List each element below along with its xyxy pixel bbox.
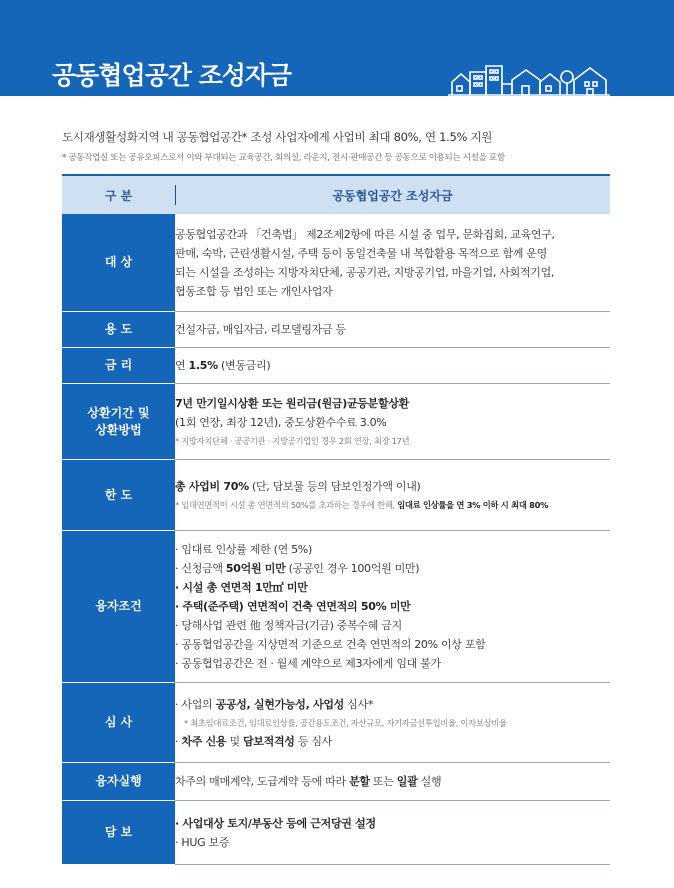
row-label-repayment bbox=[62, 384, 175, 460]
condition-7: · 공동협업공간은 전 · 월세 계약으로 제3자에게 임대 불가 bbox=[175, 657, 441, 670]
row-content-review bbox=[175, 683, 610, 763]
row-content-limit bbox=[175, 460, 610, 531]
intro-footnote: * 공동작업실 또는 공유오피스로서 이와 부대되는 교육공간, 회의실, 라운지, 전시·판매공간 등 공동으로 이용되는 시설을 포함 bbox=[62, 153, 505, 163]
row-execution bbox=[62, 763, 610, 801]
repayment-label-line-2: 상환방법 bbox=[95, 422, 142, 437]
intro-text: 도시재생활성화지역 내 공동협업공간* 조성 사업자에게 사업비 최대 80%, 연 1.5% 지원 bbox=[62, 130, 493, 144]
review-2c: 및 bbox=[226, 734, 243, 748]
row-label-target: 대 상 bbox=[62, 214, 175, 312]
interest-suffix: (변동금리) bbox=[217, 359, 271, 372]
row-limit bbox=[62, 460, 610, 531]
row-content-target bbox=[175, 214, 610, 312]
condition-2a: · 신청금액 bbox=[175, 562, 226, 575]
row-collateral bbox=[62, 801, 610, 865]
row-label-interest: 금 리 bbox=[62, 348, 175, 384]
row-usage bbox=[62, 312, 610, 348]
limit-note-a: * 임대연면적이 시설 총 연면적의 50%를 초과하는 경우에 한해, bbox=[175, 499, 398, 510]
row-content-usage: 건설자금, 매입자금, 리모델링자금 등 bbox=[175, 312, 610, 348]
review-2e: 등 심사 bbox=[294, 734, 332, 748]
header-description bbox=[175, 175, 610, 214]
execution-e: 실행 bbox=[417, 775, 442, 788]
target-line-3: 되는 시설을 조성하는 지방자치단체, 공공기관, 지방공기업, 마을기업, 사회적기업, bbox=[175, 265, 555, 279]
execution-b: 분할 bbox=[349, 775, 370, 788]
target-line-1: 공동협업공간과 「건축법」 제2조제2항에 따른 시설 중 업무, 문화집회, 교육연구, bbox=[175, 227, 555, 241]
review-2b: 차주 신용 bbox=[181, 734, 227, 748]
review-line-1 bbox=[175, 695, 610, 714]
header-category: 구 분 bbox=[62, 175, 175, 214]
row-label-limit: 한 도 bbox=[62, 460, 175, 531]
condition-2c: (공공인 경우 100억원 미만) bbox=[285, 562, 420, 575]
condition-5: · 당해사업 관련 他 정책자금(기금) 중복수혜 금지 bbox=[175, 619, 402, 632]
repayment-label-line-1: 상환기간 및 bbox=[87, 405, 150, 420]
row-target bbox=[62, 214, 610, 312]
info-table bbox=[62, 174, 610, 865]
row-repayment bbox=[62, 384, 610, 460]
row-label-usage: 용 도 bbox=[62, 312, 175, 348]
row-content-execution bbox=[175, 763, 610, 801]
row-label-review: 심 사 bbox=[62, 683, 175, 763]
target-line-4: 협동조합 등 법인 또는 개인사업자 bbox=[175, 284, 333, 298]
target-line-2: 판매, 숙박, 근린생활시설, 주택 등이 동일건축물 내 복합활용 목적으로 함께 운영 bbox=[175, 246, 547, 260]
collateral-line-2: · HUG 보증 bbox=[175, 835, 230, 849]
condition-6: · 공동협업공간을 지상면적 기준으로 건축 연면적의 20% 이상 포함 bbox=[175, 638, 486, 651]
row-conditions bbox=[62, 531, 610, 683]
repayment-line-2: (1회 연장, 최장 12년), 중도상환수수료 3.0% bbox=[175, 415, 387, 429]
review-2d: 담보적격성 bbox=[242, 734, 295, 748]
row-label-execution: 융자실행 bbox=[62, 763, 175, 801]
condition-1: · 임대료 인상률 제한 (연 5%) bbox=[175, 543, 312, 556]
row-content-conditions bbox=[175, 531, 610, 683]
row-label-conditions: 융자조건 bbox=[62, 531, 175, 683]
execution-d: 일괄 bbox=[396, 775, 418, 788]
review-2a: · bbox=[175, 734, 182, 748]
row-content-interest bbox=[175, 348, 610, 384]
interest-prefix: 연 bbox=[175, 359, 189, 372]
review-1a: · 사업의 bbox=[175, 697, 216, 711]
condition-2 bbox=[175, 559, 610, 578]
review-footnote: * 최초임대료조건, 임대료인상률, 공간용도조건, 자산규모, 자기자금선투입비율, 이자보상비율 bbox=[184, 717, 507, 728]
repayment-footnote: * 지방자치단체 · 공공기관 · 지방공기업인 경우 2회 연장, 최장 17년 bbox=[175, 435, 410, 446]
review-1c: 심사* bbox=[343, 697, 374, 711]
review-1b: 공공성, 실현가능성, 사업성 bbox=[215, 697, 344, 711]
limit-rest: (단, 담보물 등의 담보인정가액 이내) bbox=[248, 479, 421, 493]
review-line-2 bbox=[175, 732, 610, 751]
header-description-text: 공동협업공간 조성자금 bbox=[332, 188, 453, 203]
row-interest bbox=[62, 348, 610, 384]
interest-rate: 1.5% bbox=[188, 359, 218, 372]
collateral-line-1: · 사업대상 토지/부동산 등에 근저당권 설정 bbox=[175, 816, 376, 830]
limit-bold: 총 사업비 70% bbox=[175, 479, 249, 493]
limit-footnote bbox=[175, 496, 610, 514]
limit-note-b: 임대료 인상률을 연 3% 이하 시 최대 80% bbox=[397, 499, 549, 510]
condition-3: · 시설 총 연면적 1만㎡ 미만 bbox=[175, 581, 308, 594]
condition-4: · 주택(준주택) 연면적이 건축 연면적의 50% 미만 bbox=[175, 600, 411, 613]
repayment-line-1: 7년 만기일시상환 또는 원리금(원금)균등분할상환 bbox=[175, 396, 409, 410]
execution-a: 차주의 매매계약, 도급계약 등에 따라 bbox=[175, 775, 350, 788]
row-label-collateral: 담 보 bbox=[62, 801, 175, 865]
row-content-collateral bbox=[175, 801, 610, 865]
condition-2b: 50억원 미만 bbox=[225, 562, 286, 575]
header-banner bbox=[0, 0, 674, 96]
limit-line bbox=[175, 477, 610, 496]
header-divider bbox=[175, 185, 176, 205]
page-title: 공동협업공간 조성자금 bbox=[52, 61, 292, 90]
execution-c: 또는 bbox=[369, 775, 397, 788]
row-content-repayment bbox=[175, 384, 610, 460]
row-review bbox=[62, 683, 610, 763]
city-skyline-icon bbox=[446, 62, 616, 96]
table-header-row bbox=[62, 175, 610, 214]
